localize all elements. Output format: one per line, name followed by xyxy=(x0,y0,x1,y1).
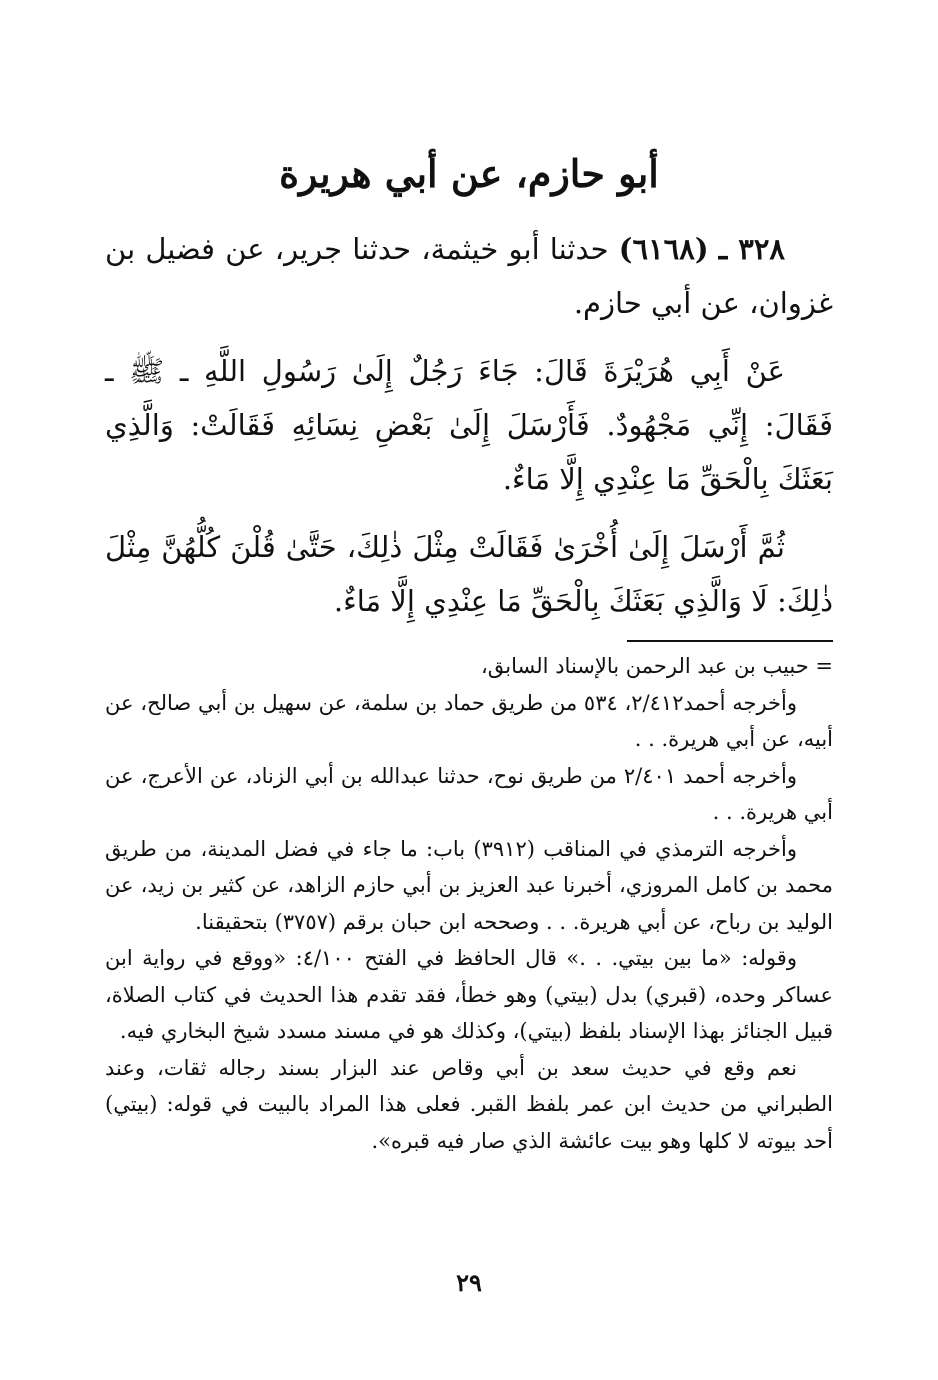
page-number: ٢٩ xyxy=(456,1268,482,1297)
footnotes xyxy=(105,648,833,1159)
hadith-body xyxy=(105,222,833,628)
footnote-separator xyxy=(627,640,833,642)
chapter-heading: أبو حازم، عن أبي هريرة xyxy=(279,151,659,196)
hadith-reference: (٦١٦٨) xyxy=(618,232,709,266)
footnote-line: وأخرجه أحمد ٢/٤٠١ من طريق نوح، حدثنا عبدالله بن أبي الزناد، عن الأعرج، عن أبي هريرة. . . xyxy=(105,763,833,824)
hadith-text-paragraph-2: ثُمَّ أَرْسَلَ إِلَىٰ أُخْرَىٰ فَقَالَتْ مِثْلَ ذٰلِكَ، حَتَّىٰ قُلْنَ كُلُّهُنَّ مِثْلَ ذٰلِكَ: لَا وَالَّذِي بَعَثَكَ بِالْحَقِّ مَا عِنْدِي إِلَّا مَاءٌ. xyxy=(105,530,833,618)
hadith-text-paragraph-1: عَنْ أَبِي هُرَيْرَةَ قَالَ: جَاءَ رَجُلٌ إِلَىٰ رَسُولِ اللَّهِ ـ ﷺ ـ فَقَالَ: إِنِّي مَجْهُودٌ. فَأَرْسَلَ إِلَىٰ بَعْضِ نِسَائِهِ فَقَالَتْ: وَالَّذِي بَعَثَكَ بِالْحَقِّ مَا عِنْدِي إِلَّا مَاءٌ. xyxy=(105,354,833,496)
hadith-chain: حدثنا أبو خيثمة، حدثنا جرير، عن فضيل بن غزوان، عن أبي حازم. xyxy=(105,232,833,320)
hadith-number: ٣٢٨ ـ xyxy=(718,232,786,266)
footnote-line: نعم وقع في حديث سعد بن أبي وقاص عند البزار بسند رجاله ثقات، وعند الطبراني من حديث ابن عمر بلفظ القبر. فعلى هذا المراد بالبيت في قوله: (بيتي) أحد بيوته لا كلها وهو بيت عائشة الذي صار فيه قبره». xyxy=(105,1055,833,1153)
footnote-line: وأخرجه أحمد٢/٤١٢، ٥٣٤ من طريق حماد بن سلمة، عن سهيل بن أبي صالح، عن أبيه، عن أبي هريرة. . . xyxy=(105,690,833,751)
footnote-line: وأخرجه الترمذي في المناقب (٣٩١٢) باب: ما جاء في فضل المدينة، من طريق محمد بن كامل المروزي، أخبرنا عبد العزيز بن أبي حازم الزاهد، عن كثير بن زيد، عن الوليد بن رباح، عن أبي هريرة. . . وصححه ابن حبان برقم (٣٧٥٧) بتحقيقنا. xyxy=(105,836,833,934)
footnote-line: = حبيب بن عبد الرحمن بالإسناد السابق، xyxy=(481,654,833,678)
hadith-isnad xyxy=(105,222,833,330)
footnote-line: وقوله: «ما بين بيتي. . .» قال الحافظ في الفتح ٤/١٠٠: «ووقع في رواية ابن عساكر وحده، (قبري) بدل (بيتي) وهو خطأ، فقد تقدم هذا الحديث في كتاب الصلاة، قبيل الجنائز بهذا الإسناد بلفظ (بيتي)، وكذلك هو في مسند مسدد شيخ البخاري فيه. xyxy=(105,946,833,1043)
